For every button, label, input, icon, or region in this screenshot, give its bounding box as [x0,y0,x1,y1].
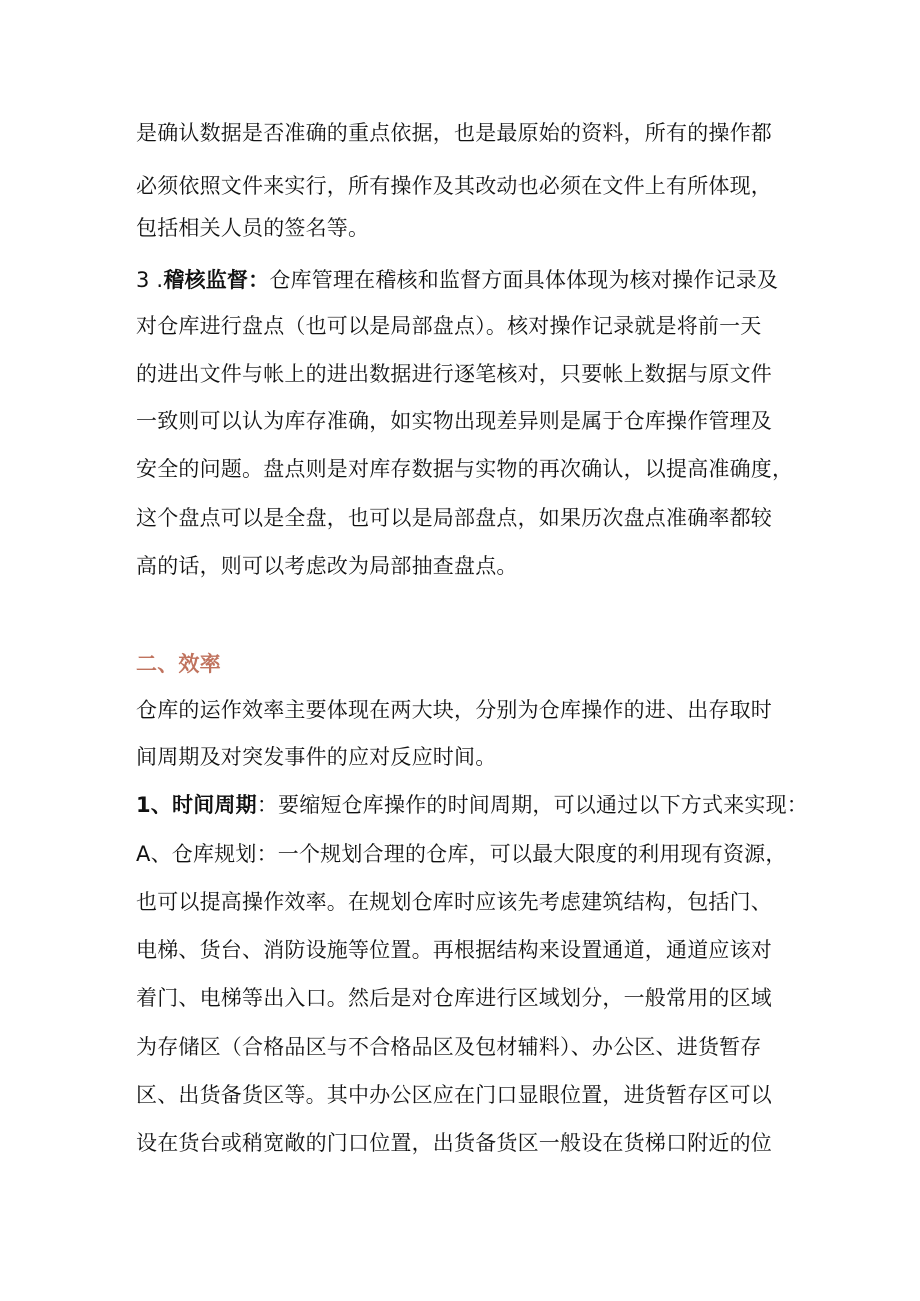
paragraph-line: 仓库的运作效率主要体现在两大块，分别为仓库操作的进、出存取时 [136,698,772,722]
audit-number: 3 . [136,268,164,292]
paragraph-line: 对仓库进行盘点（也可以是局部盘点）。核对操作记录就是将前一天 [136,314,762,338]
paragraph-line: A、仓库规划：一个规划合理的仓库，可以最大限度的利用现有资源， [136,842,787,866]
audit-first-line [136,265,778,295]
time-cycle-text: ：要缩短仓库操作的时间周期，可以通过以下方式来实现： [256,793,809,817]
section-heading: 二、效率 [136,652,221,676]
paragraph-line: 电梯、货台、消防设施等位置。再根据结构来设置通道，通道应该对 [136,938,772,962]
paragraph-line: 着门、电梯等出入口。然后是对仓库进行区域划分，一般常用的区域 [136,986,772,1010]
audit-label: 稽核监督： [163,268,270,292]
paragraph-line: 的进出文件与帐上的进出数据进行逐笔核对，只要帐上数据与原文件 [136,362,772,386]
paragraph-line: 为存储区（合格品区与不合格品区及包材辅料）、办公区、进货暂存 [136,1035,762,1059]
paragraph-line: 间周期及对突发事件的应对反应时间。 [136,745,497,769]
paragraph-line: 也可以提高操作效率。在规划仓库时应该先考虑建筑结构，包括门、 [136,890,772,914]
paragraph-line: 一致则可以认为库存准确，如实物出现差异则是属于仓库操作管理及 [136,409,772,433]
paragraph-line: 安全的问题。盘点则是对库存数据与实物的再次确认，以提高准确度， [136,457,794,481]
paragraph-line: 这个盘点可以是全盘，也可以是局部盘点，如果历次盘点准确率都较 [136,506,772,530]
paragraph-line: 区、出货备货区等。其中办公区应在门口显眼位置，进货暂存区可以 [136,1083,772,1107]
paragraph-line: 包括相关人员的签名等。 [136,216,370,240]
paragraph-line: 高的话，则可以考虑改为局部抽查盘点。 [136,554,518,578]
paragraph-line: 必须依照文件来实行，所有操作及其改动也必须在文件上有所体现， [136,174,772,198]
paragraph-line: 设在货台或稍宽敞的门口位置，出货备货区一般设在货梯口附近的位 [136,1131,772,1155]
time-cycle-label: 1、时间周期 [136,793,257,817]
time-cycle-line [136,790,808,820]
paragraph-line: 是确认数据是否准确的重点依据，也是最原始的资料，所有的操作都 [136,121,772,145]
audit-text: 仓库管理在稽核和监督方面具体体现为核对操作记录及 [269,268,779,292]
